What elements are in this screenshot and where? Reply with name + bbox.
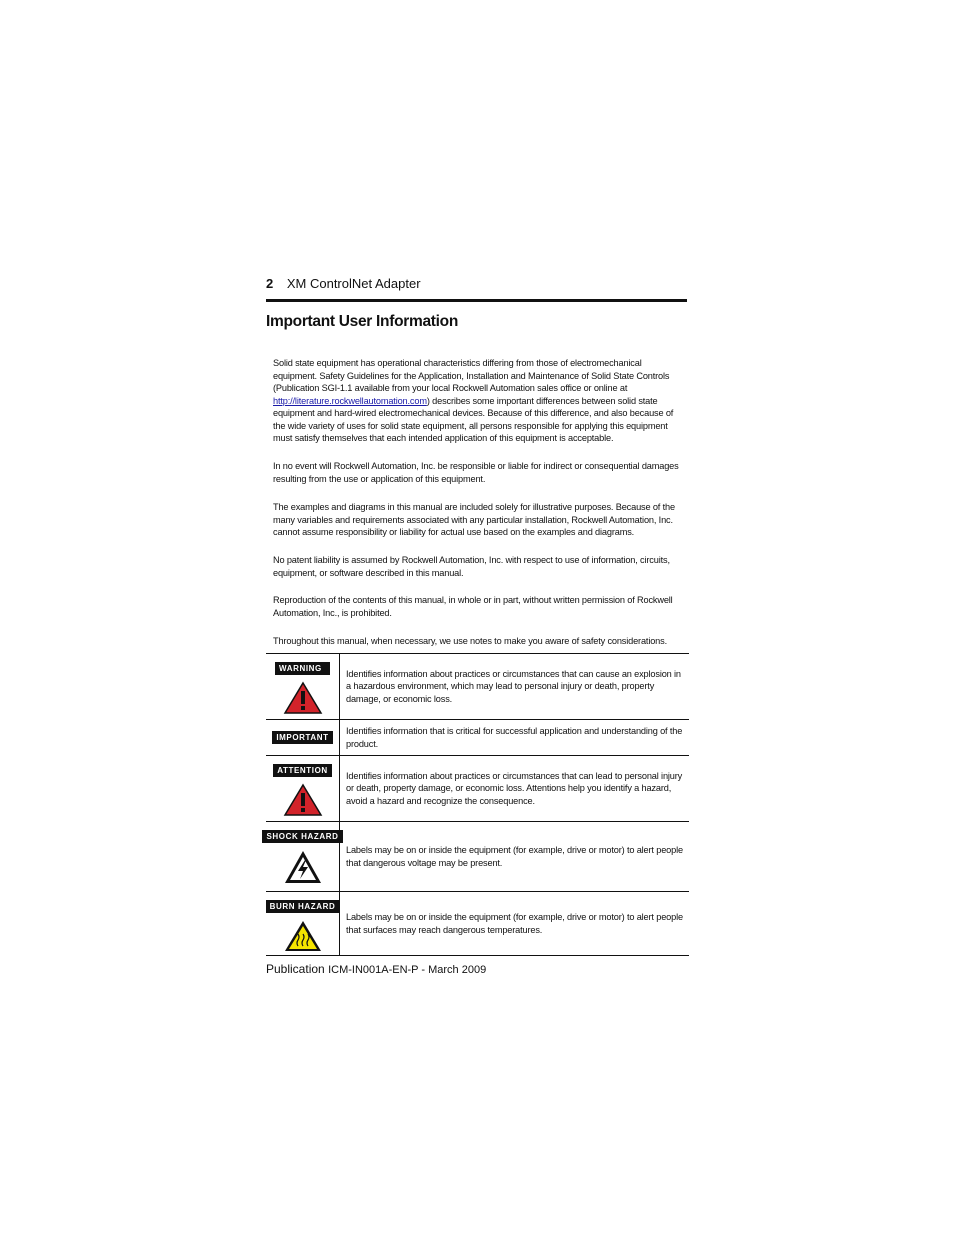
note-row-warning — [266, 654, 689, 720]
note-label-cell — [266, 892, 340, 955]
note-label-cell — [266, 756, 340, 821]
note-row-burn-hazard — [266, 892, 689, 955]
note-text-shock-hazard: Labels may be on or inside the equipment (for example, drive or motor) to alert people that dangerous voltage may be present. — [346, 845, 683, 868]
publication-code: ICM-IN001A-EN-P - March 2009 — [328, 964, 487, 976]
note-label-cell — [266, 720, 340, 755]
note-label-cell — [266, 654, 340, 719]
note-text-burn-hazard: Labels may be on or inside the equipment (for example, drive or motor) to alert people that surfaces may reach dangerous temperatures. — [346, 912, 683, 935]
warning-badge: WARNING — [275, 662, 330, 675]
burn-hazard-badge: BURN HAZARD — [266, 900, 340, 913]
paragraph-patent: No patent liability is assumed by Rockwell Automation, Inc. with respect to use of information, circuits, equipment, or software described in this manual. — [273, 555, 670, 578]
page-number: 2 — [266, 276, 274, 291]
safety-notes-table — [266, 653, 689, 956]
header-rule — [266, 299, 687, 302]
paragraph-examples: The examples and diagrams in this manual are included solely for illustrative purposes. Because of the many variables and requirements associated with any particular installation, Rockwell Automation, Inc. cannot assume responsibility or liability for actual use based on the examples and diagrams. — [273, 502, 675, 537]
section-title: Important User Information — [266, 313, 458, 330]
note-row-shock-hazard — [266, 822, 689, 892]
note-text-important: Identifies information that is critical for successful application and understanding of the product. — [346, 726, 683, 749]
paragraph-notes-intro: Throughout this manual, when necessary, we use notes to make you aware of safety considerations. — [273, 636, 667, 646]
literature-link[interactable]: http://literature.rockwellautomation.com — [273, 395, 427, 406]
page-header — [266, 276, 686, 291]
warning-triangle-icon — [283, 681, 323, 715]
important-badge: IMPORTANT — [272, 731, 332, 744]
paragraph-safety-guidelines: Solid state equipment has operational characteristics differing from those of electromechanical equipment. Safety Guidelines for the Application, Installation and Maintenance of Solid State Controls (Publication SGI-1.1 available from your local Rockwell Automation sales office or online at http://literature.rockwellautomation.com) describes some important differences between solid state equipment and hard-wired electromechanical devices. Because of this difference, and also because of the wide variety of uses for solid state equipment, all persons responsible for applying this equipment must satisfy themselves that each intended application of this equipment is acceptable. — [273, 358, 674, 443]
attention-badge: ATTENTION — [273, 764, 332, 777]
shock-hazard-badge: SHOCK HAZARD — [262, 830, 342, 843]
document-title: XM ControlNet Adapter — [286, 276, 421, 291]
burn-hazard-icon — [283, 919, 323, 953]
paragraph-liability: In no event will Rockwell Automation, Inc. be responsible or liable for indirect or consequential damages resulting from the use or application of this equipment. — [273, 461, 679, 484]
footer-label: Publication — [266, 962, 325, 976]
paragraph-reproduction: Reproduction of the contents of this manual, in whole or in part, without written permission of Rockwell Automation, Inc., is prohibited. — [273, 595, 673, 618]
note-label-cell — [266, 822, 340, 891]
shock-hazard-icon — [283, 849, 323, 885]
note-row-attention — [266, 756, 689, 822]
note-text-warning: Identifies information about practices or circumstances that can cause an explosion in a hazardous environment, which may lead to personal injury or death, property damage, or economic loss. — [346, 668, 681, 704]
attention-triangle-icon — [283, 783, 323, 817]
page-footer — [266, 962, 486, 976]
note-row-important — [266, 720, 689, 756]
note-text-attention: Identifies information about practices or circumstances that can lead to personal injury or death, property damage, or economic loss. Attentions help you identify a hazard, avoid a hazard and recognize the consequence. — [346, 770, 683, 806]
